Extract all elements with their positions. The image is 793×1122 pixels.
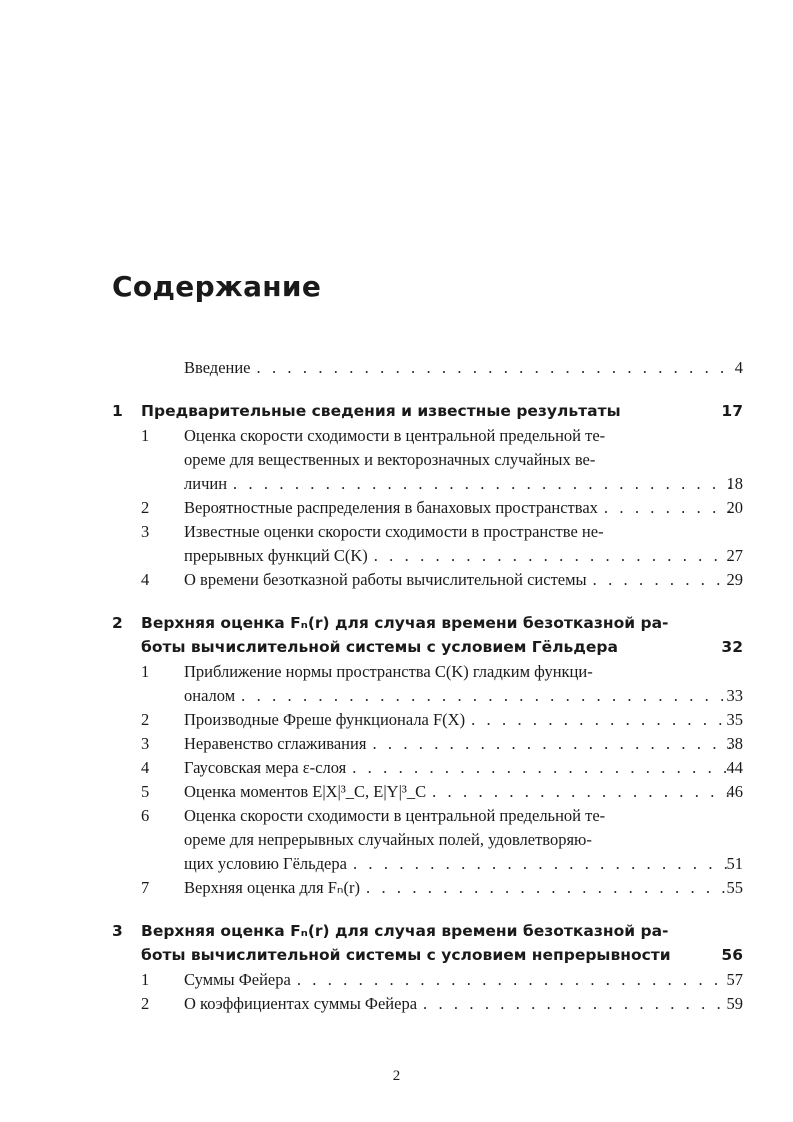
toc-section-2-4[interactable] <box>0 756 793 780</box>
toc-intro-label: Введение <box>184 358 251 377</box>
section-title-line: Гаусовская мера ε-слоя <box>184 758 347 777</box>
section-continuation <box>0 448 793 472</box>
chapter-title-line: Верхняя оценка Fₙ(r) для случая времени безотказной ра- <box>141 922 669 940</box>
toc-section-2-3[interactable] <box>0 732 793 756</box>
toc-section-2-1[interactable] <box>0 660 793 684</box>
section-title-line: Оценка скорости сходимости в центральной предельной те- <box>184 806 606 825</box>
section-page: 27 <box>726 546 743 565</box>
chapter-title-line: Верхняя оценка Fₙ(r) для случая времени безотказной ра- <box>141 614 669 632</box>
section-number: 6 <box>141 806 150 825</box>
section-number: 1 <box>141 662 150 681</box>
section-title-line: ореме для непрерывных случайных полей, удовлетворяю- <box>184 830 592 849</box>
section-title-line: Суммы Фейера <box>184 970 291 989</box>
section-number: 2 <box>141 994 150 1013</box>
chapter-number: 2 <box>112 614 123 632</box>
section-page: 55 <box>726 878 743 897</box>
section-page: 59 <box>726 994 743 1013</box>
section-continuation <box>0 828 793 852</box>
toc-chapter-2[interactable] <box>0 612 793 660</box>
chapter-title-line: боты вычислительной системы с условием Гёльдера <box>141 638 618 656</box>
toc-intro[interactable] <box>0 356 793 380</box>
toc-section-2-7[interactable] <box>0 876 793 900</box>
toc-chapter-3[interactable] <box>0 920 793 968</box>
toc-section-1-3[interactable] <box>0 520 793 544</box>
section-title-line: Неравенство сглаживания <box>184 734 367 753</box>
toc-section-3-2[interactable] <box>0 992 793 1016</box>
section-continuation <box>0 472 793 496</box>
table-of-contents <box>0 356 793 1016</box>
section-continuation <box>0 544 793 568</box>
section-title-line: Оценка моментов E|X|³_C, E|Y|³_C <box>184 782 427 801</box>
section-number: 7 <box>141 878 150 897</box>
chapter-title-line: боты вычислительной системы с условием непрерывности <box>141 946 671 964</box>
page-title: Содержание <box>112 270 322 303</box>
section-title-line: О времени безотказной работы вычислительной системы <box>184 570 587 589</box>
toc-section-2-5[interactable] <box>0 780 793 804</box>
section-title-line: Приближение нормы пространства C(K) гладким функци- <box>184 662 593 681</box>
section-page: 33 <box>726 686 743 705</box>
section-page: 38 <box>726 734 743 753</box>
toc-section-3-1[interactable] <box>0 968 793 992</box>
chapter-number: 1 <box>112 402 123 420</box>
toc-section-2-2[interactable] <box>0 708 793 732</box>
toc-intro-page: 4 <box>734 358 743 377</box>
section-title-line: ореме для вещественных и векторозначных случайных ве- <box>184 450 596 469</box>
toc-section-1-1[interactable] <box>0 424 793 448</box>
page-number: 2 <box>392 1068 401 1084</box>
section-title-line: Известные оценки скорости сходимости в пространстве не- <box>184 522 604 541</box>
section-title-line: щих условию Гёльдера <box>184 854 347 873</box>
section-continuation <box>0 684 793 708</box>
section-title-line: прерывных функций C(K) <box>184 546 368 565</box>
chapter-page: 56 <box>721 946 743 964</box>
chapter-number: 3 <box>112 922 123 940</box>
section-page: 57 <box>726 970 743 989</box>
section-number: 2 <box>141 710 150 729</box>
section-continuation <box>0 852 793 876</box>
toc-section-1-2[interactable] <box>0 496 793 520</box>
section-page: 20 <box>726 498 743 517</box>
section-number: 4 <box>141 758 150 777</box>
section-page: 46 <box>726 782 743 801</box>
section-number: 1 <box>141 426 150 445</box>
section-page: 18 <box>726 474 743 493</box>
section-number: 4 <box>141 570 150 589</box>
section-title-line: Верхняя оценка для Fₙ(r) <box>184 878 360 897</box>
section-number: 2 <box>141 498 150 517</box>
section-page: 35 <box>726 710 743 729</box>
toc-section-2-6[interactable] <box>0 804 793 828</box>
section-title-line: Вероятностные распределения в банаховых пространствах <box>184 498 598 517</box>
toc-section-1-4[interactable] <box>0 568 793 592</box>
section-page: 44 <box>726 758 743 777</box>
section-title-line: личин <box>184 474 228 493</box>
section-page: 29 <box>726 570 743 589</box>
section-page: 51 <box>726 854 743 873</box>
toc-chapter-1[interactable] <box>0 400 793 424</box>
section-number: 3 <box>141 734 150 753</box>
section-title-line: оналом <box>184 686 236 705</box>
chapter-title: Предварительные сведения и известные результаты <box>141 402 621 420</box>
section-title-line: Производные Фреше функционала F(X) <box>184 710 466 729</box>
chapter-page: 17 <box>721 402 743 420</box>
section-title-line: О коэффициентах суммы Фейера <box>184 994 418 1013</box>
chapter-page: 32 <box>721 638 743 656</box>
section-number: 3 <box>141 522 150 541</box>
section-title-line: Оценка скорости сходимости в центральной предельной те- <box>184 426 606 445</box>
section-number: 5 <box>141 782 150 801</box>
section-number: 1 <box>141 970 150 989</box>
